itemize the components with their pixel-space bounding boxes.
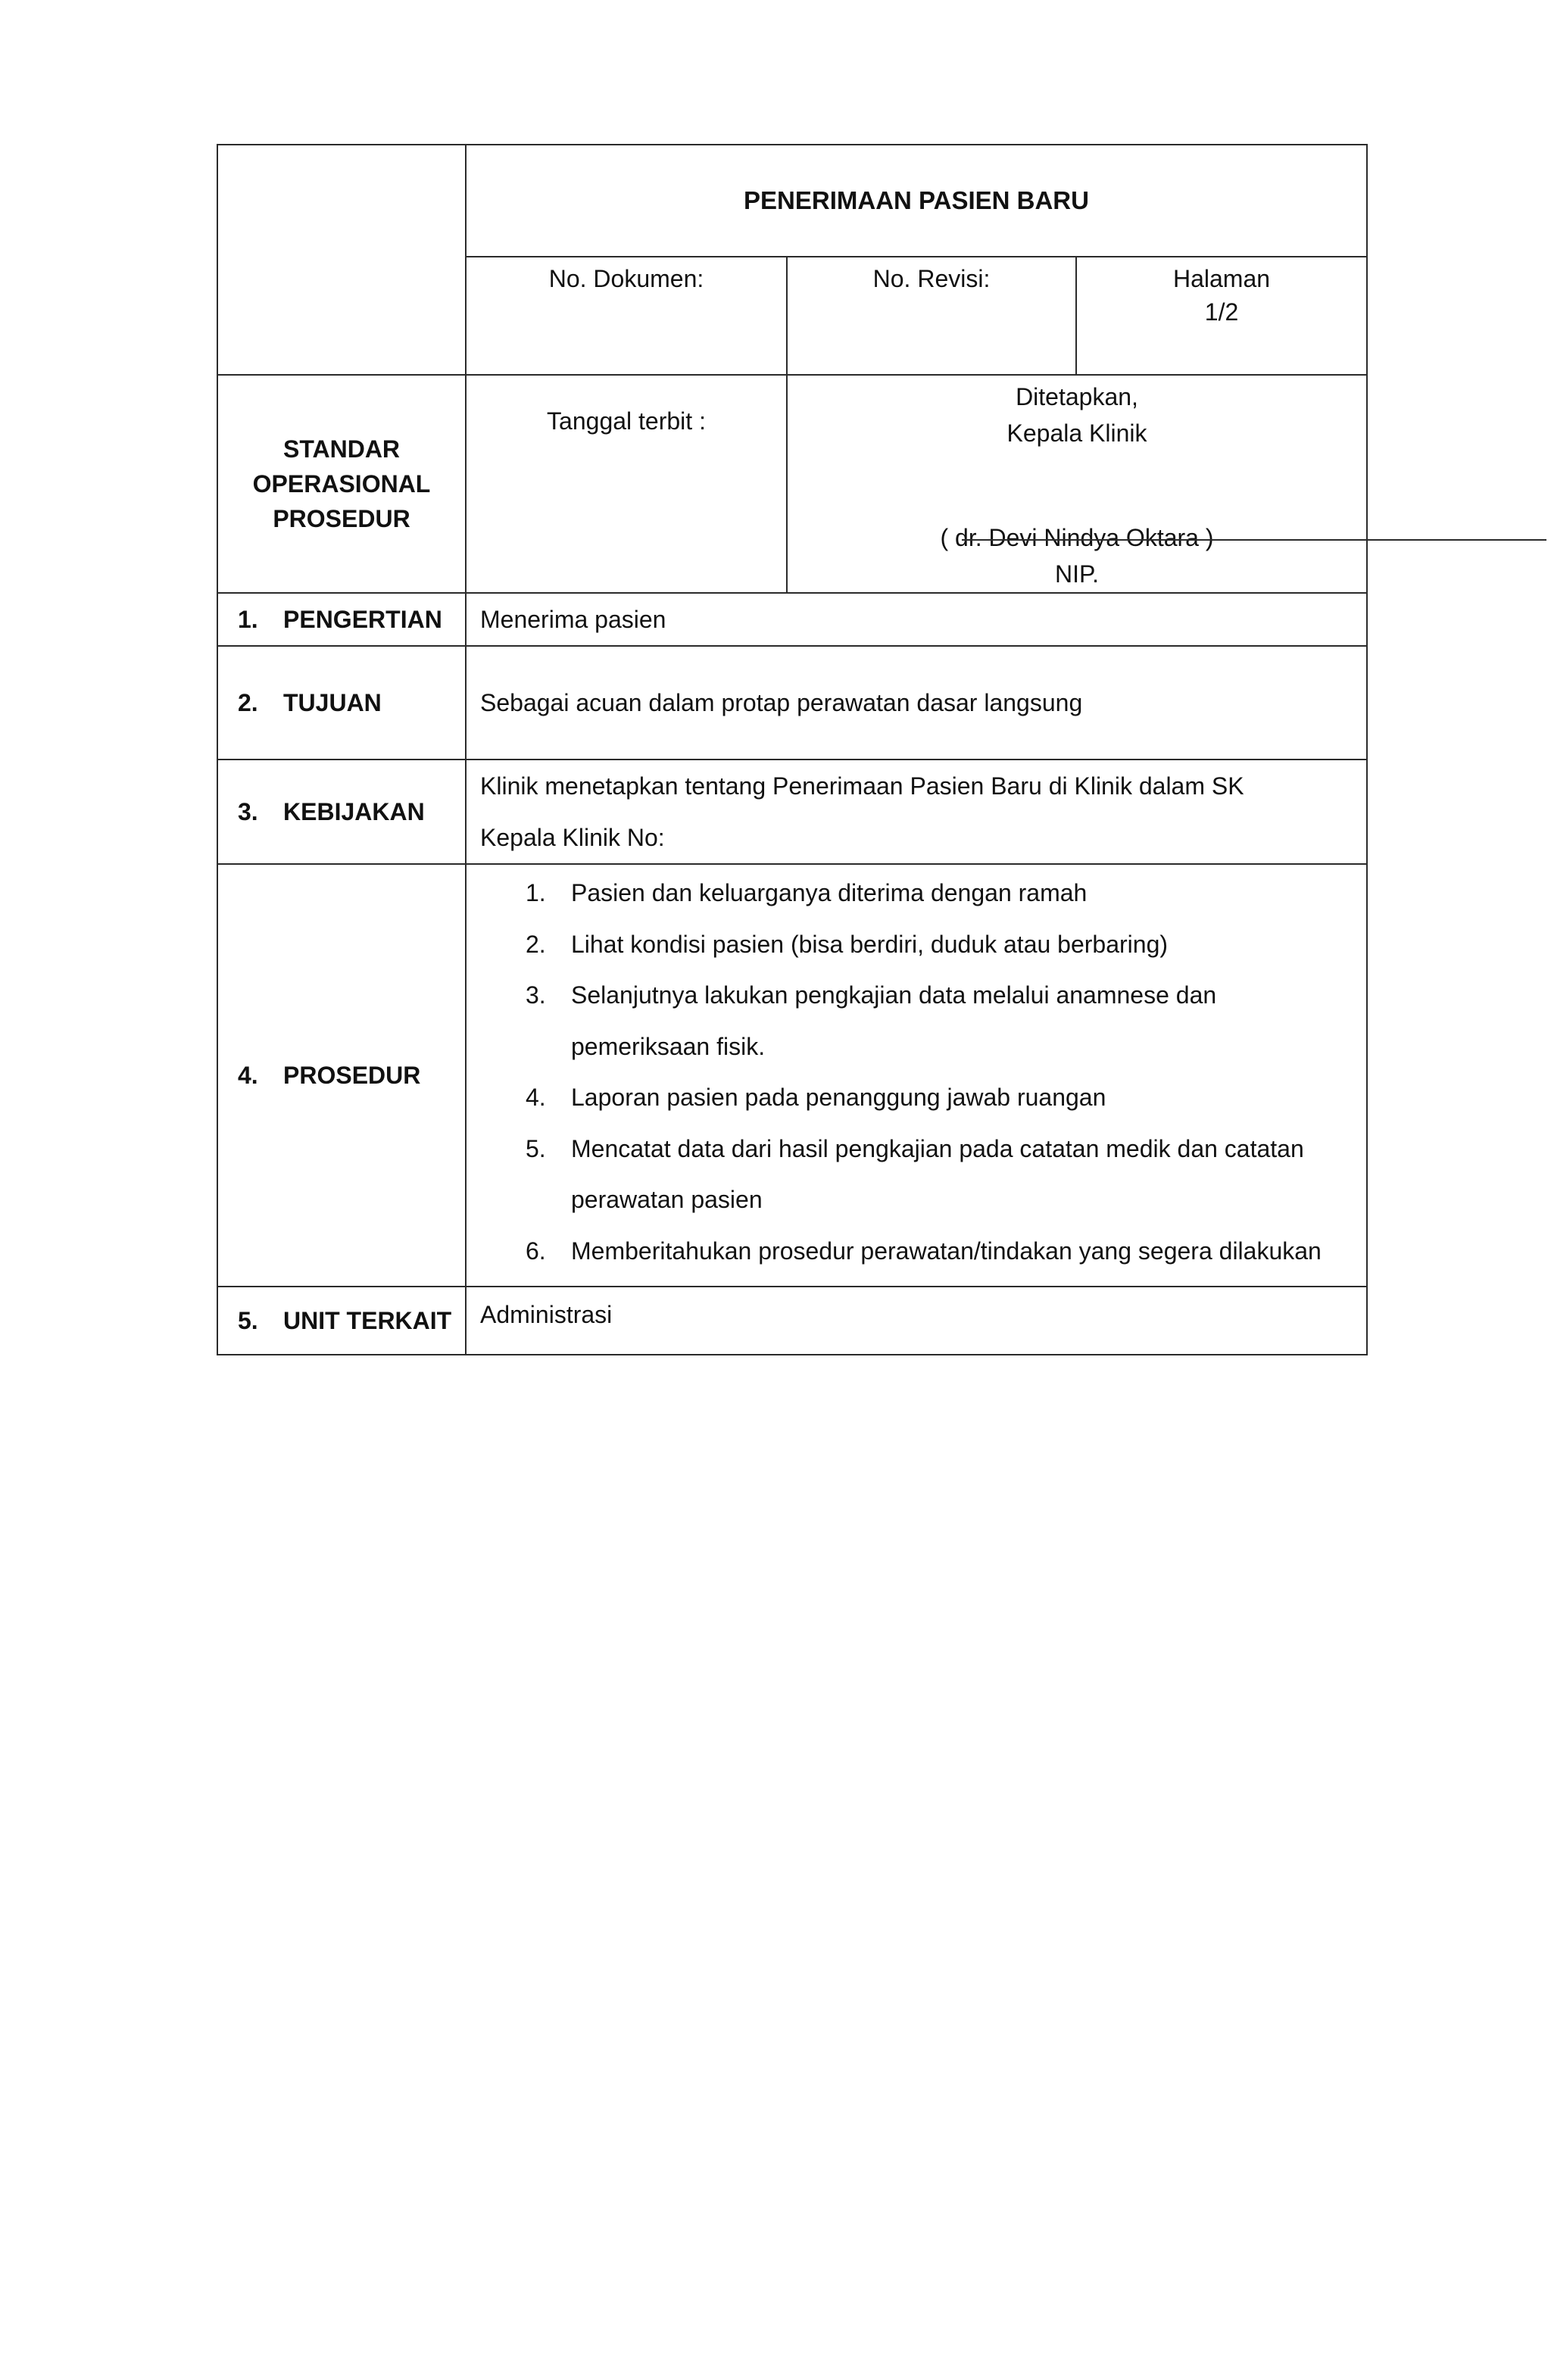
list-item [526, 1226, 1353, 1277]
step-text: Mencatat data dari hasil pengkajian pada catatan medik dan catatan perawatan pasien [571, 1134, 1304, 1213]
section-label: KEBIJAKAN [283, 797, 425, 825]
section-content: Klinik menetapkan tentang Penerimaan Pasien Baru di Klinik dalam SK Kepala Klinik No: [466, 760, 1367, 864]
section-label: TUJUAN [283, 688, 382, 716]
nip-label: NIP. [1054, 560, 1100, 588]
sop-label-cell [217, 375, 466, 593]
sop-label-line1: STANDAR [282, 435, 401, 463]
list-item [526, 868, 1353, 919]
section-content [466, 864, 1367, 1287]
procedure-steps-list [480, 868, 1353, 1277]
section-content: Sebagai acuan dalam protap perawatan dasar langsung [466, 646, 1367, 760]
section-label: PROSEDUR [283, 1061, 421, 1089]
section-number: 3. [238, 797, 258, 825]
halaman-label: Halaman [1172, 265, 1271, 292]
signature-line [962, 539, 1546, 541]
halaman-cell [1076, 257, 1367, 375]
section-content: Administrasi [466, 1287, 1367, 1355]
step-number: 2. [526, 930, 546, 958]
ditetapkan-cell [787, 375, 1367, 593]
sop-table [217, 144, 1368, 1355]
sop-label-line3: PROSEDUR [273, 505, 410, 532]
section-label: UNIT TERKAIT [283, 1306, 452, 1334]
step-text: Lihat kondisi pasien (bisa berdiri, duduk atau berbaring) [571, 930, 1169, 958]
section-label-cell [217, 1287, 466, 1355]
step-number: 5. [526, 1134, 546, 1162]
step-text: Selanjutnya lakukan pengkajian data melalui anamnese dan pemeriksaan fisik. [571, 981, 1217, 1060]
step-number: 1. [526, 879, 546, 906]
list-item [526, 970, 1353, 1072]
step-number: 3. [526, 981, 546, 1009]
step-number: 6. [526, 1237, 546, 1265]
section-label: PENGERTIAN [283, 605, 442, 633]
sop-row [217, 375, 1367, 593]
section-row-unit-terkait [217, 1287, 1367, 1355]
logo-cell [217, 145, 466, 375]
header-title-row [217, 145, 1367, 257]
step-text: Memberitahukan prosedur perawatan/tindakan yang segera dilakukan [571, 1237, 1322, 1265]
step-number: 4. [526, 1084, 546, 1111]
tanggal-terbit-label: Tanggal terbit : [547, 407, 706, 435]
section-row-kebijakan [217, 760, 1367, 864]
section-number: 4. [238, 1061, 258, 1089]
list-item [526, 919, 1353, 971]
list-item [526, 1072, 1353, 1124]
step-text: Pasien dan keluarganya diterima dengan ramah [571, 879, 1088, 906]
halaman-value: 1/2 [1204, 298, 1239, 326]
no-revisi-cell [787, 257, 1076, 375]
step-text: Laporan pasien pada penanggung jawab ruangan [571, 1084, 1106, 1111]
tanggal-terbit-cell [466, 375, 787, 593]
section-row-prosedur [217, 864, 1367, 1287]
ditetapkan-line2: Kepala Klinik [1006, 420, 1147, 447]
document-title: PENERIMAAN PASIEN BARU [466, 145, 1367, 257]
no-revisi-label: No. Revisi: [872, 265, 991, 292]
section-number: 1. [238, 605, 258, 633]
list-item [526, 1124, 1353, 1226]
section-row-tujuan [217, 646, 1367, 760]
section-label-cell [217, 864, 466, 1287]
sop-label-line2: OPERASIONAL [252, 470, 431, 498]
section-label-cell [217, 760, 466, 864]
signatory-name: ( dr. Devi Nindya Oktara ) [940, 524, 1214, 551]
section-row-pengertian [217, 593, 1367, 646]
section-label-cell [217, 593, 466, 646]
section-label-cell [217, 646, 466, 760]
no-dokumen-cell [466, 257, 787, 375]
section-content: Menerima pasien [466, 593, 1367, 646]
section-number: 5. [238, 1306, 258, 1334]
section-number: 2. [238, 688, 258, 716]
no-dokumen-label: No. Dokumen: [548, 265, 704, 292]
ditetapkan-line1: Ditetapkan, [1016, 383, 1138, 410]
